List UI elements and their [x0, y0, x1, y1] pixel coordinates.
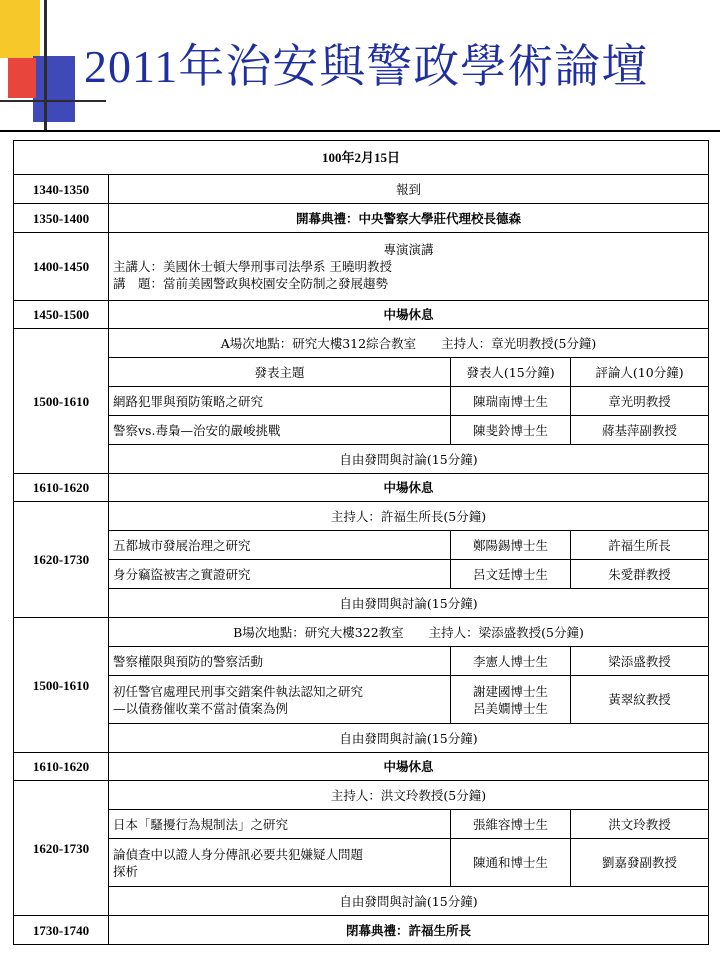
time-cell: 1500-1610	[14, 618, 109, 753]
paper-topic: 警察權限與預防的警察活動	[109, 647, 451, 676]
paper-discussant: 黃翠紋教授	[571, 676, 709, 724]
paper-presenter: 李憲人博士生	[451, 647, 571, 676]
paper-discussant: 梁添盛教授	[571, 647, 709, 676]
header-date: 100年2月15日	[14, 141, 709, 175]
title-rule	[0, 130, 720, 132]
time-cell: 1350-1400	[14, 204, 109, 233]
session-header-row	[14, 502, 709, 531]
deco-red-block	[8, 58, 36, 98]
col-topic: 發表主題	[109, 358, 451, 387]
time-cell: 1610-1620	[14, 474, 109, 502]
session-header: A場次地點：研究大樓312綜合教室 主持人：章光明教授(5分鐘)	[109, 329, 709, 358]
table-row	[14, 387, 709, 416]
paper-discussant: 洪文玲教授	[571, 810, 709, 839]
break-cell: 中場休息	[109, 753, 709, 781]
table-row	[14, 916, 709, 945]
table-row	[14, 724, 709, 753]
table-row	[14, 887, 709, 916]
paper-presenter: 陳通和博士生	[451, 839, 571, 887]
table-row	[14, 474, 709, 502]
discussion-cell: 自由發問與討論(15分鐘)	[109, 724, 709, 753]
paper-presenter: 陳斐鈴博士生	[451, 416, 571, 445]
event-cell: 開幕典禮：中央警察大學莊代理校長德森	[109, 204, 709, 233]
table-row	[14, 233, 709, 301]
presenter-line: 呂美嫺博士生	[472, 700, 548, 716]
paper-presenter: 陳瑞南博士生	[451, 387, 571, 416]
table-row	[14, 589, 709, 618]
table-row	[14, 445, 709, 474]
paper-topic: 身分竊盜被害之實證研究	[109, 560, 451, 589]
table-row	[14, 531, 709, 560]
deco-yellow-block	[0, 0, 40, 58]
deco-blue-block	[33, 56, 75, 122]
time-cell: 1620-1730	[14, 502, 109, 618]
column-header-row	[14, 358, 709, 387]
paper-discussant: 章光明教授	[571, 387, 709, 416]
paper-discussant: 許福生所長	[571, 531, 709, 560]
keynote-topic: 講 題：當前美國警政與校園安全防制之發展趨勢	[113, 276, 389, 291]
paper-topic-line: —以債務催收業不當討債案為例	[113, 700, 289, 716]
paper-topic: 日本「騷擾行為規制法」之研究	[109, 810, 451, 839]
table-row	[14, 204, 709, 233]
time-cell: 1340-1350	[14, 175, 109, 204]
page-title: 2011年治安與警政學術論壇	[84, 41, 649, 92]
schedule-table	[13, 140, 709, 945]
closing-cell: 閉幕典禮：許福生所長	[109, 916, 709, 945]
time-cell: 1620-1730	[14, 781, 109, 916]
session-header: 主持人：許福生所長(5分鐘)	[109, 502, 709, 531]
paper-topic	[109, 676, 451, 724]
paper-topic-line: 初任警官處理民刑事交錯案件執法認知之研究	[113, 683, 364, 699]
presenter-line: 謝建國博士生	[472, 683, 548, 699]
break-cell: 中場休息	[109, 301, 709, 329]
session-header: B場次地點：研究大樓322教室 主持人：梁添盛教授(5分鐘)	[109, 618, 709, 647]
table-row	[14, 839, 709, 887]
paper-presenter: 張維容博士生	[451, 810, 571, 839]
session-b-header-row	[14, 618, 709, 647]
table-row	[14, 676, 709, 724]
table-row	[14, 810, 709, 839]
paper-topic	[109, 839, 451, 887]
keynote-speaker: 主講人：美國休士頓大學刑事司法學系 王曉明教授	[113, 259, 392, 274]
paper-topic: 警察vs.毒梟—治安的嚴峻挑戰	[109, 416, 451, 445]
session-a-header-row	[14, 329, 709, 358]
time-cell: 1610-1620	[14, 753, 109, 781]
paper-topic-line: 探析	[113, 863, 139, 879]
table-row	[14, 753, 709, 781]
col-discussant: 評論人(10分鐘)	[571, 358, 709, 387]
event-cell: 報到	[109, 175, 709, 204]
paper-discussant: 朱愛群教授	[571, 560, 709, 589]
paper-topic: 網路犯罪與預防策略之研究	[109, 387, 451, 416]
keynote-title: 專演演講	[383, 242, 434, 257]
time-cell: 1450-1500	[14, 301, 109, 329]
table-row	[14, 175, 709, 204]
paper-presenter: 呂文廷博士生	[451, 560, 571, 589]
paper-discussant: 劉嘉發副教授	[571, 839, 709, 887]
paper-topic: 五都城市發展治理之研究	[109, 531, 451, 560]
keynote-cell	[109, 233, 709, 301]
col-presenter: 發表人(15分鐘)	[451, 358, 571, 387]
paper-topic-line: 論偵查中以證人身分傳訊必要共犯嫌疑人問題	[113, 846, 364, 862]
break-cell: 中場休息	[109, 474, 709, 502]
time-cell: 1400-1450	[14, 233, 109, 301]
table-row	[14, 560, 709, 589]
session-header-row	[14, 781, 709, 810]
discussion-cell: 自由發問與討論(15分鐘)	[109, 589, 709, 618]
paper-discussant: 蔣基萍副教授	[571, 416, 709, 445]
session-header: 主持人：洪文玲教授(5分鐘)	[109, 781, 709, 810]
paper-presenter	[451, 676, 571, 724]
table-row	[14, 647, 709, 676]
table-row	[14, 301, 709, 329]
deco-vertical-line	[44, 0, 47, 132]
table-row	[14, 416, 709, 445]
paper-presenter: 鄭陽錫博士生	[451, 531, 571, 560]
table-header-row	[14, 141, 709, 175]
deco-horizontal-line	[0, 100, 106, 102]
time-cell: 1500-1610	[14, 329, 109, 474]
time-cell: 1730-1740	[14, 916, 109, 945]
discussion-cell: 自由發問與討論(15分鐘)	[109, 887, 709, 916]
discussion-cell: 自由發問與討論(15分鐘)	[109, 445, 709, 474]
